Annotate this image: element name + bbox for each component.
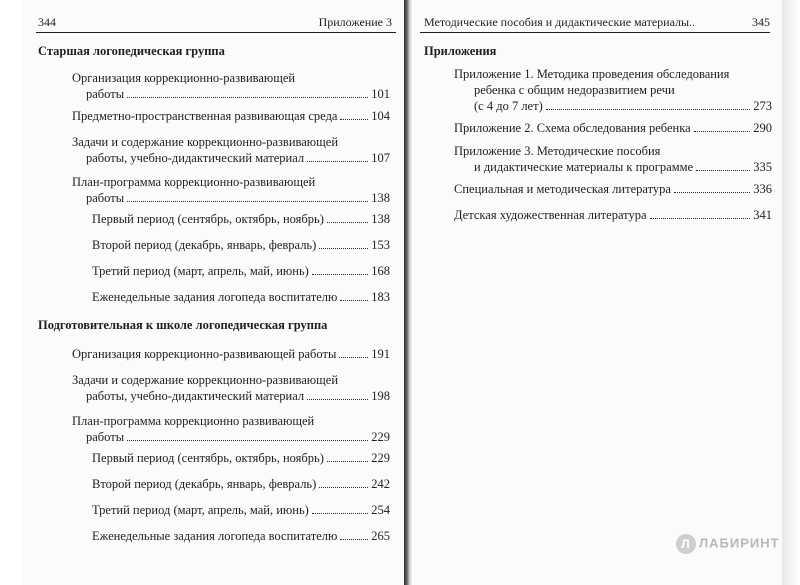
toc-entry xyxy=(454,120,772,136)
dot-leader xyxy=(546,109,751,110)
section-heading: Приложения xyxy=(424,44,497,58)
entry-line: Первый период (сентябрь, октябрь, ноябрь) xyxy=(92,212,324,226)
toc-entry xyxy=(72,174,390,206)
dot-leader xyxy=(312,513,368,514)
page-number: 138 xyxy=(371,212,390,226)
toc-entry xyxy=(454,207,772,223)
toc-entry xyxy=(92,502,390,518)
toc-entry xyxy=(454,181,772,197)
entry-line: Организация коррекционно-развивающей xyxy=(72,71,296,85)
entry-line: (с 4 до 7 лет) xyxy=(474,99,543,113)
entry-line: Еженедельные задания логопеда воспитателю xyxy=(92,290,338,304)
right-folio: 345 xyxy=(752,15,770,29)
entry-line: Приложение 2. Схема обследования ребенка xyxy=(454,121,691,135)
page-number: 336 xyxy=(753,182,772,196)
entry-line: работы xyxy=(86,430,125,444)
entry-line: Приложение 1. Методика проведения обследования xyxy=(454,67,730,81)
entry-line: План-программа коррекционно-развивающей xyxy=(72,175,316,189)
toc-entry xyxy=(92,237,390,253)
page-number: 341 xyxy=(753,208,772,222)
dot-leader xyxy=(319,487,368,488)
entry-line: Задачи и содержание коррекционно-развивающей xyxy=(72,373,339,387)
toc-entry xyxy=(72,346,390,362)
entry-line: Специальная и методическая литература xyxy=(454,182,671,196)
entry-line: Третий период (март, апрель, май, июнь) xyxy=(92,503,309,517)
page-number: 254 xyxy=(371,503,390,517)
page-number: 265 xyxy=(371,529,390,543)
entry-line: работы, учебно-дидактический материал xyxy=(86,389,305,403)
watermark-logo xyxy=(676,534,780,554)
page-number: 138 xyxy=(371,191,390,205)
page-number: 153 xyxy=(371,238,390,252)
dot-leader xyxy=(127,201,368,202)
dot-leader xyxy=(674,192,750,193)
book-gutter xyxy=(404,0,412,585)
toc-entry xyxy=(92,211,390,227)
left-header-rule xyxy=(36,32,396,33)
page-number: 191 xyxy=(371,347,390,361)
entry-line: Предметно-пространственная развивающая среда xyxy=(72,109,338,123)
toc-entry xyxy=(454,143,772,175)
right-running-title: Методические пособия и дидактические материалы.. xyxy=(424,15,696,29)
entry-line: Первый период (сентябрь, октябрь, ноябрь) xyxy=(92,451,324,465)
dot-leader xyxy=(650,218,751,219)
dot-leader xyxy=(312,274,368,275)
page-number: 168 xyxy=(371,264,390,278)
entry-line: ребенка с общим недоразвитием речи xyxy=(474,83,675,97)
entry-line: Третий период (март, апрель, май, июнь) xyxy=(92,264,309,278)
page-number: 273 xyxy=(753,99,772,113)
page-number: 183 xyxy=(371,290,390,304)
entry-line: Организация коррекционно-развивающей работы xyxy=(72,347,337,361)
entry-line: План-программа коррекционно развивающей xyxy=(72,414,315,428)
dot-leader xyxy=(339,357,368,358)
right-header-rule xyxy=(420,32,770,33)
dot-leader xyxy=(340,119,368,120)
entry-line: Второй период (декабрь, январь, февраль) xyxy=(92,238,317,252)
entry-line: работы, учебно-дидактический материал xyxy=(86,151,305,165)
left-running-title: Приложение 3 xyxy=(318,15,392,29)
right-running-head xyxy=(0,12,800,32)
dot-leader xyxy=(319,248,368,249)
entry-line: работы xyxy=(86,191,125,205)
page-number: 242 xyxy=(371,477,390,491)
page-number: 290 xyxy=(753,121,772,135)
toc-entry xyxy=(72,372,390,404)
entry-line: Приложение 3. Методические пособия xyxy=(454,144,661,158)
page-number: 335 xyxy=(753,160,772,174)
toc-entry xyxy=(92,528,390,544)
dot-leader xyxy=(340,300,368,301)
section-heading: Старшая логопедическая группа xyxy=(38,44,225,58)
page-number: 104 xyxy=(371,109,390,123)
page-number: 229 xyxy=(371,451,390,465)
page-number: 198 xyxy=(371,389,390,403)
entry-line: работы xyxy=(86,87,125,101)
toc-entry xyxy=(72,134,390,166)
entry-line: Второй период (декабрь, январь, февраль) xyxy=(92,477,317,491)
toc-entry xyxy=(454,66,772,114)
entry-line: Еженедельные задания логопеда воспитателю xyxy=(92,529,338,543)
toc-entry xyxy=(92,289,390,305)
toc-entry xyxy=(72,70,390,102)
toc-entry xyxy=(92,450,390,466)
dot-leader xyxy=(307,399,368,400)
toc-entry xyxy=(92,476,390,492)
page-number: 229 xyxy=(371,430,390,444)
toc-entry xyxy=(72,108,390,124)
watermark-text: ЛАБИРИНТ xyxy=(699,535,780,551)
entry-line: Детская художественная литература xyxy=(454,208,647,222)
dot-leader xyxy=(127,440,368,441)
dot-leader xyxy=(307,161,368,162)
toc-entry xyxy=(72,413,390,445)
dot-leader xyxy=(127,97,368,98)
left-folio: 344 xyxy=(38,15,56,29)
entry-line: Задачи и содержание коррекционно-развивающей xyxy=(72,135,339,149)
dot-leader xyxy=(340,539,368,540)
page-number: 107 xyxy=(371,151,390,165)
page-number: 101 xyxy=(371,87,390,101)
dot-leader xyxy=(327,461,368,462)
labyrinth-logo-icon: Л xyxy=(676,534,696,554)
entry-line: и дидактические материалы к программе xyxy=(474,160,694,174)
toc-entry xyxy=(92,263,390,279)
dot-leader xyxy=(327,222,368,223)
dot-leader xyxy=(696,170,750,171)
dot-leader xyxy=(694,131,751,132)
page-edge xyxy=(782,0,800,585)
section-heading: Подготовительная к школе логопедическая группа xyxy=(38,318,328,332)
